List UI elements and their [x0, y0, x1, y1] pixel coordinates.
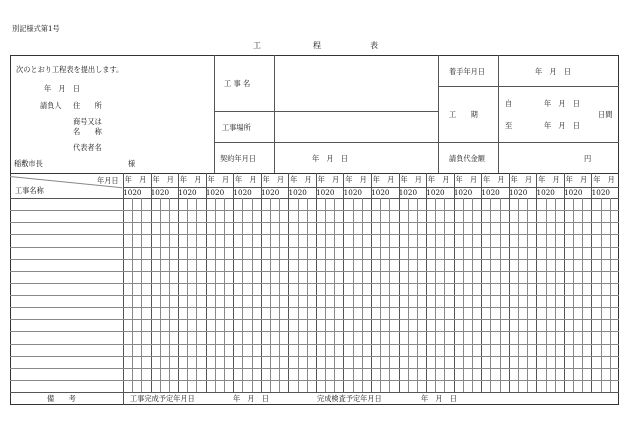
day-tick-label: 10 [591, 188, 601, 197]
title-char-2: 程 [313, 41, 321, 50]
form-number: 別記様式第1号 [12, 24, 60, 33]
month-header-label: 年 月 [372, 175, 395, 184]
table-row-line [10, 283, 619, 284]
divider-left-mid [214, 55, 215, 173]
contract-date-value: 年 月 日 [312, 154, 348, 163]
day-tick-label: 20 [600, 188, 610, 197]
month-header-label: 年 月 [317, 175, 340, 184]
table-row-line [10, 331, 619, 332]
day-tick-label: 10 [205, 188, 215, 197]
month-header-label: 年 月 [152, 175, 174, 184]
table-row-line [10, 380, 619, 381]
day-tick-label: 10 [233, 188, 243, 197]
start-date-value: 年 月 日 [535, 67, 571, 76]
day-tick-label: 10 [481, 188, 491, 197]
trade-name-label: 商号又は [73, 117, 102, 126]
remarks-label: 備 考 [47, 394, 76, 403]
day-tick-label: 10 [453, 188, 463, 197]
day-tick-label: 10 [426, 188, 436, 197]
divider-item-column [123, 173, 124, 405]
address-label: 住 所 [73, 101, 102, 110]
hline-footer [10, 392, 619, 393]
hline-start-date [438, 86, 619, 87]
day-tick-label: 20 [187, 188, 197, 197]
day-tick-label: 20 [407, 188, 418, 197]
month-header-label: 年 月 [207, 175, 230, 184]
day-tick-label: 20 [463, 188, 473, 197]
month-header-label: 年 月 [510, 175, 533, 184]
table-row-line [10, 271, 619, 272]
day-tick-label: 10 [260, 188, 271, 197]
period-days-unit: 日間 [598, 110, 613, 119]
period-label: 工 期 [449, 110, 478, 119]
day-tick-label: 20 [490, 188, 500, 197]
period-from-date: 年 月 日 [544, 99, 580, 108]
day-tick-label: 10 [564, 188, 574, 197]
completion-date: 年 月 日 [233, 394, 269, 403]
work-place-label: 工事場所 [222, 123, 251, 132]
date-header: 年月日 [97, 176, 119, 185]
contract-date-label: 契約年月日 [220, 154, 256, 163]
month-header-label: 年 月 [262, 175, 285, 184]
divider-right-labels [498, 55, 499, 173]
start-date-label: 着手年月日 [449, 67, 485, 76]
month-header-label: 年 月 [455, 175, 478, 184]
day-tick-label: 10 [398, 188, 408, 197]
representative-label: 代表者名 [73, 143, 102, 152]
month-header-label: 年 月 [235, 175, 257, 184]
table-row-line [10, 356, 619, 357]
hline-work-name [214, 111, 438, 112]
name-label: 名 称 [73, 127, 102, 136]
day-tick-label: 10 [508, 188, 519, 197]
day-tick-label: 20 [518, 188, 528, 197]
contractor-label: 請負人 [40, 101, 62, 110]
hline-work-place [214, 142, 438, 143]
table-row-line [10, 307, 619, 308]
month-header-label: 年 月 [538, 175, 560, 184]
item-header: 工事名称 [15, 186, 44, 195]
month-header-label: 年 月 [124, 175, 147, 184]
title-char-1: 工 [253, 41, 261, 50]
day-tick-label: 20 [573, 188, 583, 197]
divider-mid-labels [274, 55, 275, 173]
hline-period [438, 142, 619, 143]
day-tick-label: 10 [150, 188, 160, 197]
day-tick-label: 20 [545, 188, 555, 197]
table-row-line [10, 222, 619, 223]
day-tick-label: 20 [297, 188, 307, 197]
month-header-label: 年 月 [565, 175, 588, 184]
month-header-label: 年 月 [593, 175, 615, 184]
month-header-label: 年 月 [400, 175, 422, 184]
work-name-label: 工 事 名 [224, 79, 251, 88]
submission-date: 年 月 日 [44, 84, 80, 93]
inspection-label: 完成検査予定年月日 [317, 394, 382, 403]
period-to-label: 至 [505, 121, 513, 130]
day-tick-label: 20 [159, 188, 170, 197]
contract-amount-label: 請負代金額 [449, 154, 485, 163]
month-header-label: 年 月 [345, 175, 367, 184]
day-tick-label: 20 [325, 188, 335, 197]
day-tick-label: 10 [371, 188, 381, 197]
table-row-line [10, 295, 619, 296]
day-tick-label: 10 [288, 188, 298, 197]
day-tick-label: 20 [132, 188, 142, 197]
table-row-line [10, 368, 619, 369]
day-tick-label: 20 [435, 188, 445, 197]
day-tick-label: 10 [178, 188, 188, 197]
divider-mid-right [438, 55, 439, 173]
day-tick-label: 10 [343, 188, 353, 197]
day-tick-label: 10 [536, 188, 546, 197]
month-header-label: 年 月 [427, 175, 450, 184]
table-row-line [10, 344, 619, 345]
table-row-line [10, 210, 619, 211]
month-header-label: 年 月 [179, 175, 202, 184]
table-row-line [10, 234, 619, 235]
intro-text: 次のとおり工程表を提出します。 [16, 65, 124, 74]
day-tick-label: 10 [316, 188, 326, 197]
table-row-line [10, 259, 619, 260]
period-from-label: 自 [505, 99, 513, 108]
yen-unit: 円 [584, 154, 592, 163]
month-header-label: 年 月 [290, 175, 312, 184]
addressee: 稲敷市長 [14, 159, 43, 168]
hline-schedule-top [10, 173, 619, 174]
honorific: 様 [128, 159, 136, 168]
table-row-line [10, 247, 619, 248]
inspection-date: 年 月 日 [421, 394, 457, 403]
day-tick-label: 20 [270, 188, 280, 197]
day-tick-label: 20 [215, 188, 225, 197]
period-to-date: 年 月 日 [544, 121, 580, 130]
title-char-3: 表 [370, 41, 378, 50]
completion-label: 工事完成予定年月日 [130, 394, 195, 403]
table-row-line [10, 319, 619, 320]
day-tick-label: 20 [242, 188, 252, 197]
day-tick-label: 20 [380, 188, 390, 197]
month-header-label: 年 月 [483, 175, 505, 184]
day-tick-label: 10 [123, 188, 133, 197]
day-tick-label: 20 [352, 188, 362, 197]
